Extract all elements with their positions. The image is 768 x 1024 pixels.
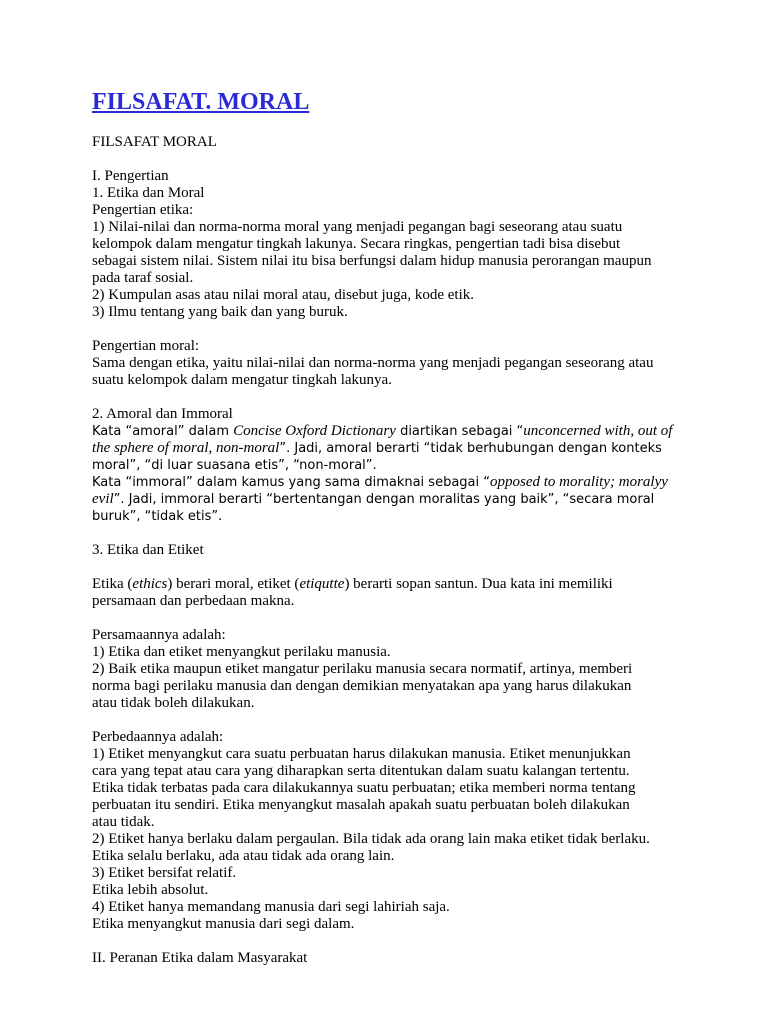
subheading-etika-dan-etiket: 3. Etika dan Etiket xyxy=(92,542,204,558)
paragraph-line xyxy=(92,491,682,508)
label-pengertian-moral: Pengertian moral: xyxy=(92,338,200,354)
paragraph-line: pada taraf sosial. xyxy=(92,270,194,286)
text-run: ) berari moral, etiket ( xyxy=(167,576,300,592)
paragraph-line: atau tidak boleh dilakukan. xyxy=(92,695,255,711)
paragraph-line xyxy=(92,440,682,457)
paragraph-line: Etika selalu berlaku, ada atau tidak ada orang lain. xyxy=(92,848,395,864)
subtitle: FILSAFAT MORAL xyxy=(92,134,217,150)
spacer xyxy=(92,933,682,950)
paragraph-line: sebagai sistem nilai. Sistem nilai itu bisa berfungsi dalam hidup manusia perorangan maupun xyxy=(92,253,652,269)
document-title-link[interactable]: FILSAFAT. MORAL xyxy=(92,89,310,115)
paragraph-line: Etika lebih absolut. xyxy=(92,882,209,898)
spacer xyxy=(92,151,682,168)
spacer xyxy=(92,525,682,542)
spacer xyxy=(92,321,682,338)
paragraph-line: 2) Etiket hanya berlaku dalam pergaulan. Bila tidak ada orang lain maka etiket tidak berlaku. xyxy=(92,831,650,847)
spacer xyxy=(92,712,682,729)
paragraph-line: cara yang tepat atau cara yang diharapkan serta ditentukan dalam suatu kalangan tertentu. xyxy=(92,763,630,779)
paragraph-line: Etika tidak terbatas pada cara dilakukannya suatu perbuatan; etika memberi norma tentang xyxy=(92,780,636,796)
paragraph-line: Sama dengan etika, yaitu nilai-nilai dan norma-norma yang menjadi pegangan seseorang atau xyxy=(92,355,654,371)
text-run: Kata “amoral” dalam xyxy=(92,424,234,439)
label-perbedaan: Perbedaannya adalah: xyxy=(92,729,224,745)
paragraph-line: buruk”, “tidak etis”. xyxy=(92,509,223,524)
paragraph-line: 1) Nilai-nilai dan norma-norma moral yang menjadi pegangan bagi seseorang atau suatu xyxy=(92,219,623,235)
spacer xyxy=(92,389,682,406)
paragraph-line: 1) Etiket menyangkut cara suatu perbuatan harus dilakukan manusia. Etiket menunjukkan xyxy=(92,746,631,762)
paragraph-line: 1) Etika dan etiket menyangkut perilaku manusia. xyxy=(92,644,391,660)
text-run: Etika ( xyxy=(92,576,133,592)
paragraph-line: 2) Baik etika maupun etiket mangatur perilaku manusia secara normatif, artinya, memberi xyxy=(92,661,633,677)
paragraph-line: kelompok dalam mengatur tingkah lakunya. Secara ringkas, pengertian tadi bisa disebut xyxy=(92,236,621,252)
paragraph-line: 2) Kumpulan asas atau nilai moral atau, disebut juga, kode etik. xyxy=(92,287,474,303)
paragraph-line: norma bagi perilaku manusia dan dengan demikian menyatakan apa yang harus dilakukan xyxy=(92,678,632,694)
label-persamaan: Persamaannya adalah: xyxy=(92,627,226,643)
text-run: ) berarti sopan santun. Dua kata ini memiliki xyxy=(344,576,613,592)
text-run-italic: the sphere of moral, non-moral xyxy=(92,440,280,456)
paragraph-line: moral”, “di luar suasana etis”, “non-moral”. xyxy=(92,458,377,473)
paragraph-line xyxy=(92,474,682,491)
text-run-italic: unconcerned with, out of xyxy=(523,423,673,439)
text-run-italic: ethics xyxy=(132,576,168,592)
document-page xyxy=(92,88,682,967)
text-run: Kata “immoral” dalam kamus yang sama dimaknai sebagai “ xyxy=(92,475,490,490)
text-run-italic: Concise Oxford Dictionary xyxy=(233,423,396,439)
text-run-italic: etiqutte xyxy=(299,576,345,592)
paragraph-line: suatu kelompok dalam mengatur tingkah lakunya. xyxy=(92,372,392,388)
paragraph-line: persamaan dan perbedaan makna. xyxy=(92,593,295,609)
paragraph-line: atau tidak. xyxy=(92,814,155,830)
paragraph-line xyxy=(92,576,682,593)
paragraph-line: Etika menyangkut manusia dari segi dalam. xyxy=(92,916,355,932)
subheading-amoral-dan-immoral: 2. Amoral dan Immoral xyxy=(92,406,233,422)
paragraph-line xyxy=(92,423,682,440)
paragraph-line: 4) Etiket hanya memandang manusia dari segi lahiriah saja. xyxy=(92,899,450,915)
paragraph-line: 3) Ilmu tentang yang baik dan yang buruk. xyxy=(92,304,348,320)
paragraph-line: 3) Etiket bersifat relatif. xyxy=(92,865,237,881)
section-heading-peranan-etika: II. Peranan Etika dalam Masyarakat xyxy=(92,950,308,966)
paragraph-line: perbuatan itu sendiri. Etika menyangkut masalah apakah suatu perbuatan boleh dilakukan xyxy=(92,797,630,813)
text-run: ”. Jadi, amoral berarti “tidak berhubungan dengan konteks xyxy=(279,441,662,456)
section-heading-pengertian: I. Pengertian xyxy=(92,168,169,184)
label-pengertian-etika: Pengertian etika: xyxy=(92,202,194,218)
text-run: diartikan sebagai “ xyxy=(395,424,524,439)
spacer xyxy=(92,559,682,576)
text-run: ”. Jadi, immoral berarti “bertentangan dengan moralitas yang baik”, “secara moral xyxy=(113,492,655,507)
spacer xyxy=(92,610,682,627)
subheading-etika-dan-moral: 1. Etika dan Moral xyxy=(92,185,205,201)
text-run-italic: opposed to morality; moralyy xyxy=(490,474,668,490)
text-run-italic: evil xyxy=(92,491,114,507)
document-body xyxy=(92,134,682,967)
